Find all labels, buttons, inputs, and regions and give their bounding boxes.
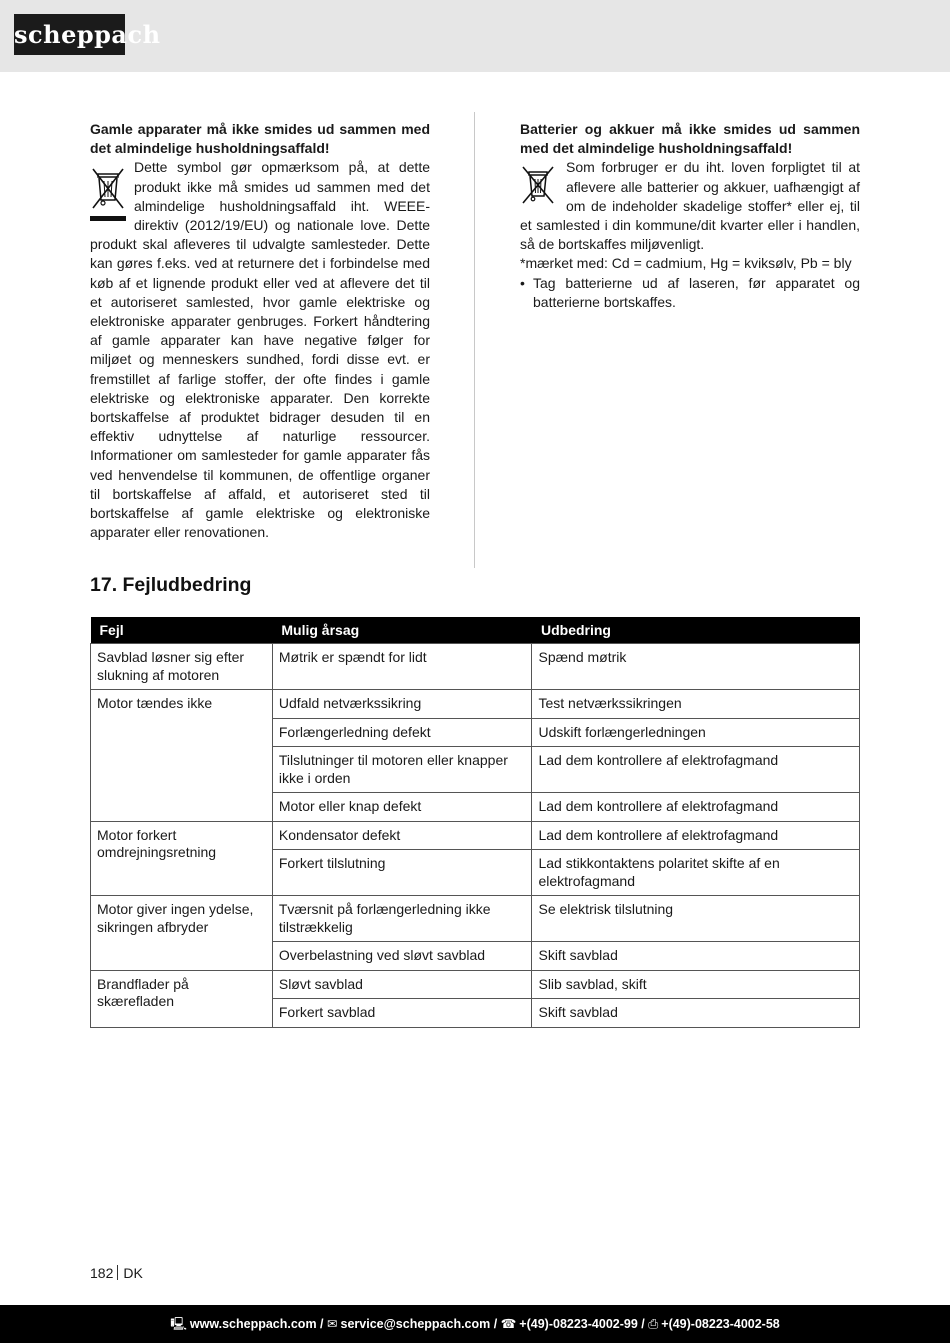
battery-body: Som forbruger er du iht. loven forpligtet til at aflevere alle batterier og akkuer, uafhængigt af om de indeholder skadelige stoffer* eller ej, til et samlested i din kommune/dit kvarter eller i handlen, så de bortskaffes miljøvenligt. (520, 159, 860, 253)
weee-notice (90, 120, 430, 542)
remedy-cell: Skift savblad (532, 942, 860, 971)
cause-cell: Sløvt savblad (272, 970, 532, 999)
language-code: DK (123, 1265, 143, 1281)
cause-cell: Motor eller knap defekt (272, 793, 532, 822)
cause-cell: Forkert tilslutning (272, 850, 532, 896)
table-row (91, 896, 860, 942)
cause-cell: Tværsnit på forlængerledning ikke tilstrækkelig (272, 896, 532, 942)
cause-cell: Tilslutninger til motoren eller knapper ikke i orden (272, 747, 532, 793)
crossed-bin-icon (520, 164, 558, 206)
remedy-cell: Lad dem kontrollere af elektrofagmand (532, 747, 860, 793)
header-cause: Mulig årsag (272, 617, 532, 644)
separator: / (493, 1317, 498, 1331)
fault-cell: Motor forkert omdrejningsretning (91, 821, 273, 896)
remedy-cell: Skift savblad (532, 999, 860, 1028)
table-row (91, 970, 860, 999)
header-fault: Fejl (91, 617, 273, 644)
cause-cell: Udfald netværkssikring (272, 690, 532, 719)
header-bar (0, 0, 950, 72)
bullet-dot: • (520, 274, 525, 291)
table-row (91, 821, 860, 850)
page-separator (117, 1265, 118, 1280)
phone-icon: ☎ (500, 1317, 517, 1331)
column-divider (474, 112, 475, 568)
fault-cell: Savblad løsner sig efter slukning af motoren (91, 644, 273, 690)
remedy-cell: Lad stikkontaktens polaritet skifte af en elektrofagmand (532, 850, 860, 896)
website-link[interactable]: www.scheppach.com (189, 1317, 317, 1331)
separator: / (320, 1317, 324, 1331)
brand-logo: scheppach (14, 14, 125, 55)
footer-contact-bar (0, 1305, 950, 1343)
crossed-bin-icon (90, 164, 128, 220)
remedy-cell: Lad dem kontrollere af elektrofagmand (532, 793, 860, 822)
table-row (91, 644, 860, 690)
header-remedy: Udbedring (532, 617, 860, 644)
cause-cell: Møtrik er spændt for lidt (272, 644, 532, 690)
remedy-cell: Spænd møtrik (532, 644, 860, 690)
remedy-cell: Udskift forlængerledningen (532, 718, 860, 747)
remedy-cell: Test netværkssikringen (532, 690, 860, 719)
battery-notice (520, 120, 860, 312)
page-number: 182 (90, 1265, 114, 1281)
cause-cell: Forlængerledning defekt (272, 718, 532, 747)
email-icon: ✉ (327, 1317, 338, 1331)
computer-icon: 🖳 (170, 1317, 187, 1331)
cause-cell: Kondensator defekt (272, 821, 532, 850)
list-item (520, 274, 860, 312)
fault-cell: Motor giver ingen ydelse, sikringen afbryder (91, 896, 273, 971)
fault-cell: Brandflader på skærefladen (91, 970, 273, 1027)
phone-number: +(49)-08223-4002-99 (519, 1317, 638, 1331)
table-row (91, 690, 860, 719)
weee-body: Dette symbol gør opmærksom på, at dette produkt ikke må smides ud sammen med det almindelige husholdningsaffald iht. WEEE-direktiv (2012/19/EU) og nationale love. Dette produkt skal afleveres til udvalgte samlesteder. Dette kan gøres f.eks. ved at returnere det i forbindelse med køb af et lignende produkt eller ved at aflevere det til et autoriseret samlested, hvor gamle elektriske og elektroniske apparater genbruges. Forkert håndtering af gamle apparater kan have negative følger for miljøet og menneskers sundhed, fordi disse evt. er fremstillet af farlige stoffer, der ofte findes i gamle elektriske og elektroniske apparater. Den korrekte bortskaffelse af produktet bidrager desuden til en effektiv udnyttelse af naturlige ressourcer. Informationer om samlesteder for gamle apparater fås ved henvendelse til kommunen, de offentlige organer til bortskaffelse af affald, et autoriseret sted til bortskaffelse af gamle elektriske og elektroniske apparater eller renovationen. (90, 159, 430, 541)
cause-cell: Overbelastning ved sløvt savblad (272, 942, 532, 971)
fax-icon: ⎙ (648, 1317, 659, 1331)
fault-cell: Motor tændes ikke (91, 690, 273, 822)
section-title: 17. Fejludbedring (90, 574, 252, 596)
fax-number: +(49)-08223-4002-58 (661, 1317, 780, 1331)
table-header-row (91, 617, 860, 644)
remedy-cell: Slib savblad, skift (532, 970, 860, 999)
remedy-cell: Lad dem kontrollere af elektrofagmand (532, 821, 860, 850)
email-link[interactable]: service@scheppach.com (340, 1317, 491, 1331)
battery-heading: Batterier og akkuer må ikke smides ud sammen med det almindelige husholdningsaffald! (520, 121, 860, 157)
battery-bullet-text: Tag batterierne ud af laseren, før apparatet og batterierne bortskaffes. (533, 274, 860, 310)
page-indicator (90, 1265, 143, 1281)
separator: / (641, 1317, 645, 1331)
weee-heading: Gamle apparater må ikke smides ud sammen med det almindelige husholdningsaffald! (90, 121, 430, 157)
cause-cell: Forkert savblad (272, 999, 532, 1028)
remedy-cell: Se elektrisk tilslutning (532, 896, 860, 942)
bin-underline-bar (90, 216, 126, 221)
battery-note: *mærket med: Cd = cadmium, Hg = kviksølv, Pb = bly (520, 255, 852, 272)
troubleshooting-table (90, 617, 860, 1028)
